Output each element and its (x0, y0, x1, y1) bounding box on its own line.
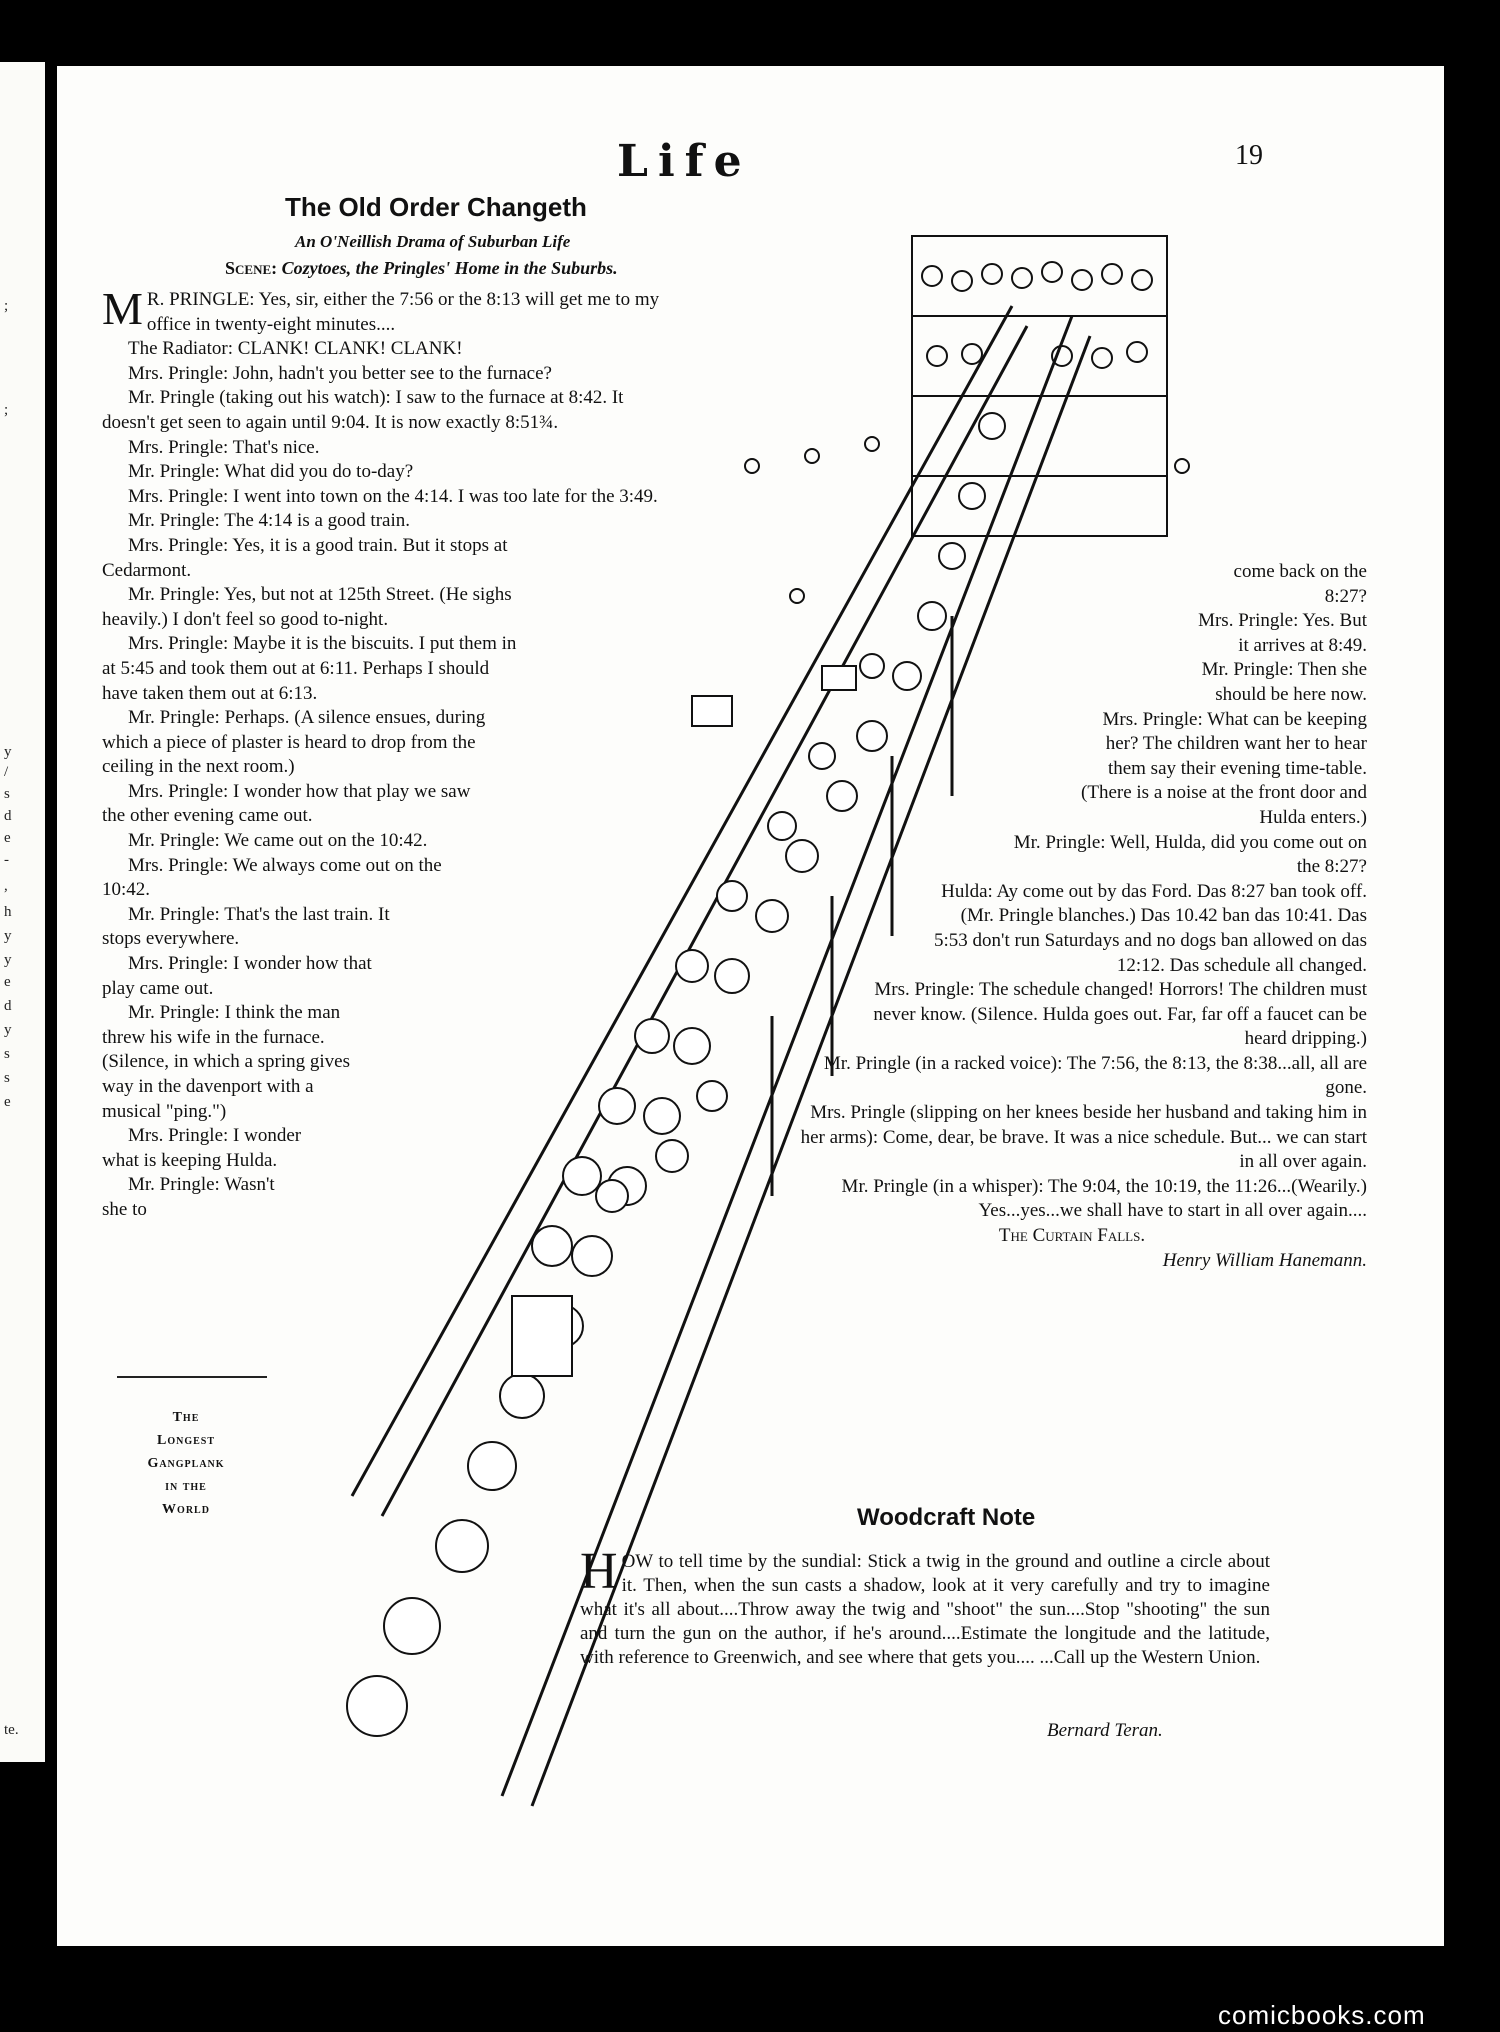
dialogue-line: The Radiator: CLANK! CLANK! CLANK! (128, 338, 463, 360)
woodcraft-author: Bernard Teran. (1047, 1720, 1163, 1741)
left-fragment: ; (4, 298, 9, 314)
dialogue-line: Mr. Pringle: What did you do to-day? (128, 461, 414, 483)
drama-author: Henry William Hanemann. (1162, 1249, 1367, 1271)
left-fragment: d (4, 998, 12, 1014)
dialogue-line: Mrs. Pringle: I went into town on the 4:14. I was too late for the 3:49. (128, 485, 658, 507)
woodcraft-title: Woodcraft Note (857, 1504, 1036, 1531)
dialogue-line: Mrs. Pringle: What can be keeping her? The children want her to hear them say their evening time-table. (There is a noise at the front door and Hulda enters.) (1081, 708, 1367, 828)
dialogue-line: Mr. Pringle: The 4:14 is a good train. (128, 510, 410, 532)
left-fragment: y (4, 744, 12, 760)
dialogue-line: Mr. Pringle: Yes, but not at 125th Street. (He sighs heavily.) I don't feel so good to-night. (102, 584, 512, 630)
scene-label: Scene: (225, 258, 278, 278)
left-fragment: y (4, 928, 12, 944)
left-fragment: y (4, 1022, 12, 1038)
dialogue-line: Mr. Pringle: We came out on the 10:42. (128, 830, 428, 852)
dialogue-line: Mrs. Pringle: I wonder how that play came out. (102, 953, 372, 999)
left-fragment: y (4, 952, 12, 968)
dialogue-line: Mrs. Pringle: The schedule changed! Horrors! The children must never know. (Silence. Hulda goes out. Far, far off a faucet can be heard dripping.) (873, 979, 1367, 1050)
dialogue-line: Mrs. Pringle: That's nice. (128, 436, 320, 458)
dialogue-line: Mr. Pringle: Then she should be here now. (1201, 659, 1367, 705)
dialogue-line: Mrs. Pringle: Yes, it is a good train. But it stops at Cedarmont. (102, 534, 508, 581)
station-crowd (745, 236, 1189, 603)
dialogue-line: Mr. Pringle: I think the man threw his wife in the furnace. (Silence, in which a spring gives way in the davenport with a musical "ping.") (102, 1002, 351, 1122)
dialogue-line: Mr. Pringle (taking out his watch): I saw to the furnace at 8:42. It doesn't get seen to again until 9:04. It is now exactly 8:51¾. (102, 387, 624, 433)
left-fragment: e (4, 830, 11, 846)
magazine-page (57, 66, 1444, 1946)
dialogue-line: Mr. Pringle: Wasn't she to (102, 1174, 275, 1220)
left-fragment: e (4, 1094, 11, 1110)
dialogue-line: Mr. Pringle: Well, Hulda, did you come out on the 8:27? (1013, 831, 1367, 878)
dialogue-line: M R. PRINGLE: Yes, sir, either the 7:56 or the 8:13 will get me to my office in twenty-eight minutes.... (102, 283, 660, 335)
woodcraft-body: HOW to tell time by the sundial: Stick a twig in the ground and outline a circle about it. Then, when the sun casts a shadow, look at it very carefully and try to imagine what it's all about....Throw away the twig and "shoot" the sun....Stop "shooting" the sun and turn the gun on the author, if he's around....Estimate the longitude and the latitude, with reference to Greenwich, and see where that gets you.... ...Call up the Western Union. (580, 1543, 1270, 1668)
dialogue-line: Mrs. Pringle: We always come out on the 10:42. (102, 854, 442, 901)
scene-text: Cozytoes, the Pringles' Home in the Suburbs. (281, 258, 618, 278)
dialogue-line: Mr. Pringle (in a whisper): The 9:04, the 10:19, the 11:26...(Wearily.) Yes...yes...we shall have to start in all over again.... (841, 1175, 1367, 1222)
left-fragment: s (4, 1070, 10, 1086)
masthead: Life (617, 136, 752, 187)
left-fragment: , (4, 878, 8, 894)
left-fragment: / (4, 764, 9, 780)
dialogue-line: Mrs. Pringle: I wonder how that play we saw the other evening came out. (102, 780, 471, 827)
dialogue-line: Mr. Pringle: Perhaps. (A silence ensues, during which a piece of plaster is heard to drop from the ceiling in the next room.) (102, 707, 486, 778)
left-fragment: s (4, 786, 10, 802)
watermark: comicbooks.com (1218, 2000, 1426, 2030)
left-fragment: te. (4, 1722, 19, 1738)
scene-line (225, 258, 618, 279)
drama-subtitle: An O'Neillish Drama of Suburban Life (295, 232, 571, 251)
dialogue-line: Mrs. Pringle: Yes. But it arrives at 8:49. (1198, 610, 1367, 656)
dialogue-line: Mr. Pringle: That's the last train. It stops everywhere. (102, 903, 390, 950)
drama-left-column (102, 283, 672, 1223)
drama-right-column (767, 560, 1367, 1273)
adjacent-page-sliver (0, 62, 45, 1762)
dialogue-line: Mrs. Pringle (slipping on her knees beside her husband and taking him in her arms): Come, dear, be brave. It was a nice schedule. But... we can start in all over again. (800, 1102, 1367, 1173)
left-fragment: e (4, 974, 11, 990)
drama-title: The Old Order Changeth (285, 192, 587, 222)
left-fragment: d (4, 808, 12, 824)
left-fragment: s (4, 1046, 10, 1062)
dialogue-line: Hulda: Ay come out by das Ford. Das 8:27 ban took off. (Mr. Pringle blanches.) Das 10.42 ban das 10:41. Das 5:53 don't run Saturdays and no dogs ban allowed on das 12:12. Das schedule all changed. (934, 880, 1367, 976)
drop-cap: H (580, 1543, 618, 1600)
dialogue-line: Mrs. Pringle: Maybe it is the biscuits. I put them in at 5:45 and took them out at 6:11. Perhaps I should have taken them out at 6:13. (102, 633, 517, 704)
left-fragment: - (4, 852, 9, 868)
dialogue-line: come back on the 8:27? (1233, 561, 1367, 607)
drop-cap: M (102, 283, 143, 334)
illustration-caption: The Longest Gangplank in the World (147, 1410, 225, 1517)
curtain-line: The Curtain Falls. (998, 1225, 1146, 1247)
page-number: 19 (1235, 140, 1263, 171)
left-fragment: ; (4, 402, 9, 418)
dialogue-line: Mrs. Pringle: I wonder what is keeping Hulda. (102, 1125, 302, 1171)
left-fragment: h (4, 904, 12, 920)
dialogue-line: Mrs. Pringle: John, hadn't you better see to the furnace? (128, 362, 552, 384)
dialogue-line: Mr. Pringle (in a racked voice): The 7:56, the 8:13, the 8:38...all, all are gone. (823, 1052, 1367, 1099)
caption-rule (117, 1376, 267, 1378)
